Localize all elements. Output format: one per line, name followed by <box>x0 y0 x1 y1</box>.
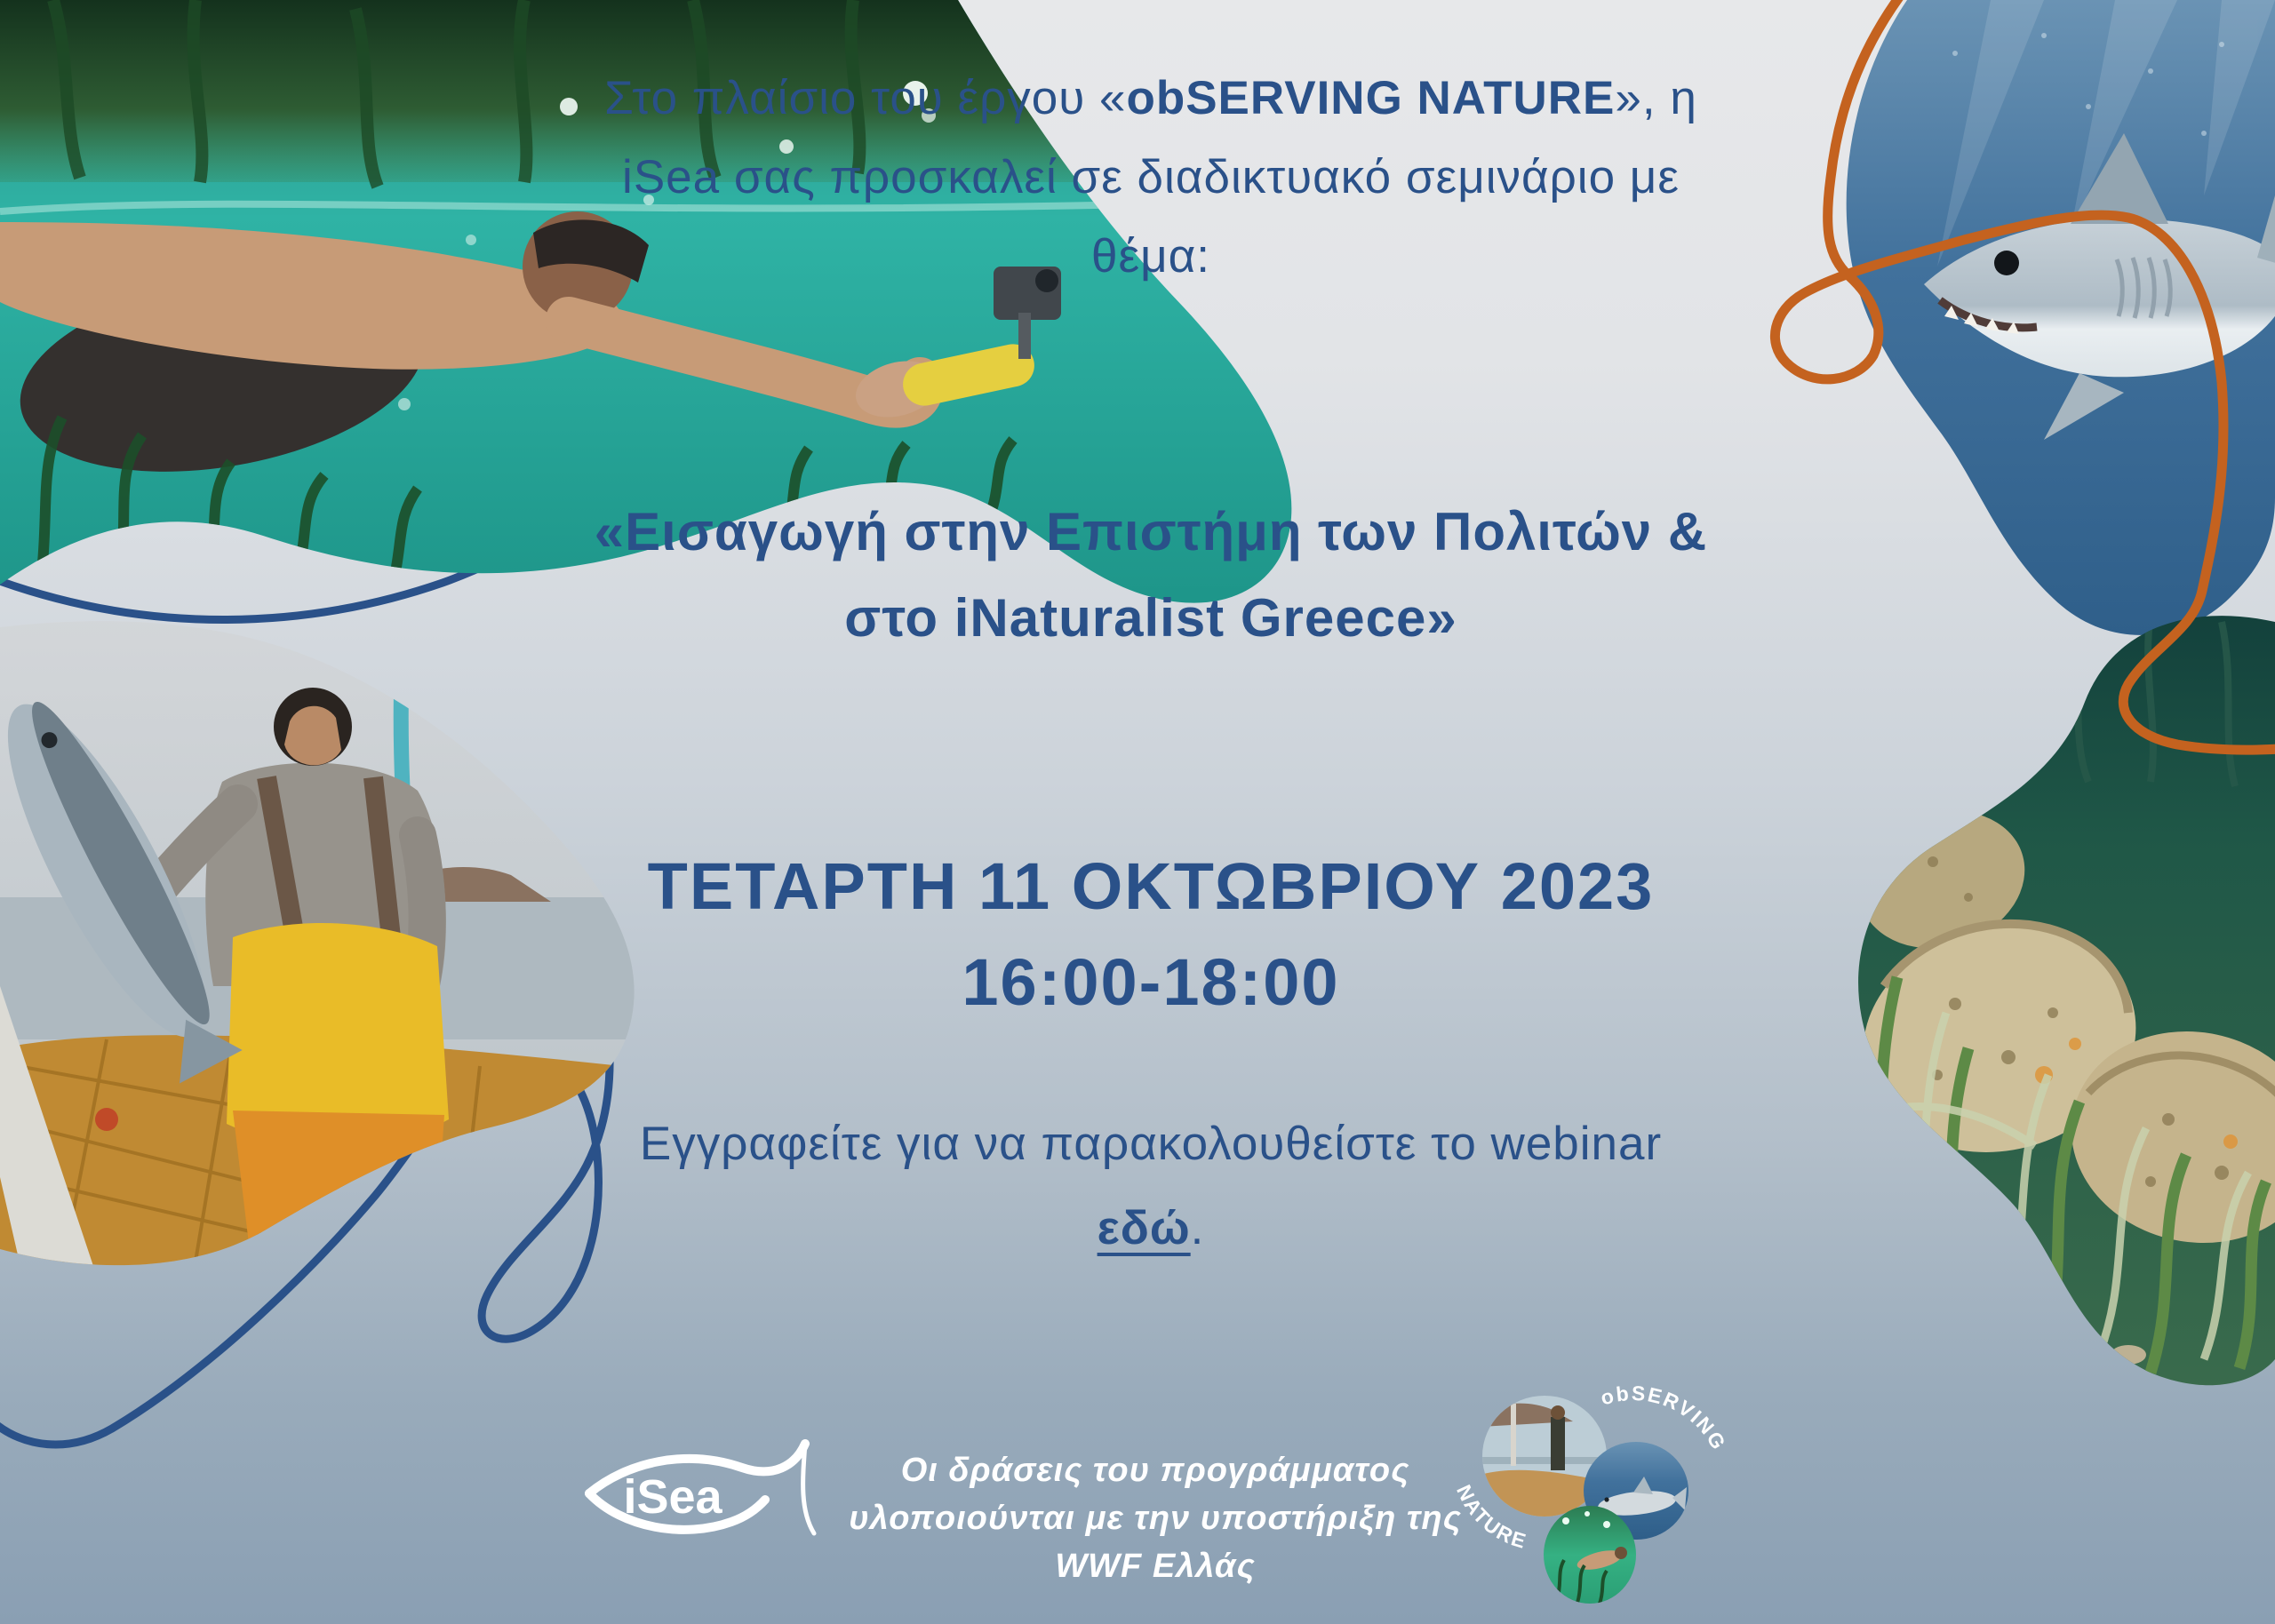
intro-line2: iSea σας προσκαλεί σε διαδικτυακό σεμινάριο με <box>622 151 1680 203</box>
support-note <box>818 1446 1493 1590</box>
project-name: obSERVING NATURE <box>1126 72 1616 124</box>
webinar-title-line1: «Εισαγωγή στην Επιστήμη των Πολιτών & <box>594 502 1708 561</box>
isea-logo-text: iSea <box>623 1470 722 1524</box>
nature-arc-text: NATURE <box>1452 1481 1530 1554</box>
registration-link[interactable]: εδώ <box>1097 1202 1191 1254</box>
support-line1: Οι δράσεις του προγράμματος <box>900 1452 1410 1489</box>
support-line2: υλοποιούνται με την υποστήριξη της <box>849 1500 1462 1537</box>
intro-line1-post: », η <box>1615 72 1697 124</box>
intro-paragraph <box>342 59 1960 296</box>
registration-text <box>342 1102 1960 1270</box>
observing-arc-text: obSERVING <box>1598 1381 1731 1455</box>
webinar-schedule <box>342 839 1960 1031</box>
webinar-title <box>342 489 1960 661</box>
registration-suffix: . <box>1190 1202 1205 1254</box>
webinar-time: 16:00-18:00 <box>962 945 1340 1019</box>
intro-line1-pre: Στο πλαίσιο του έργου « <box>604 72 1127 124</box>
webinar-title-line2: στο iNaturalist Greece» <box>844 588 1457 648</box>
intro-line3: θέμα: <box>1090 230 1210 283</box>
webinar-date: ΤΕΤΑΡΤΗ 11 ΟΚΤΩΒΡΙΟΥ 2023 <box>647 849 1655 923</box>
support-line3: WWF Ελλάς <box>1055 1548 1256 1585</box>
registration-line: Εγγραφείτε για να παρακολουθείστε το webinar <box>639 1118 1663 1170</box>
